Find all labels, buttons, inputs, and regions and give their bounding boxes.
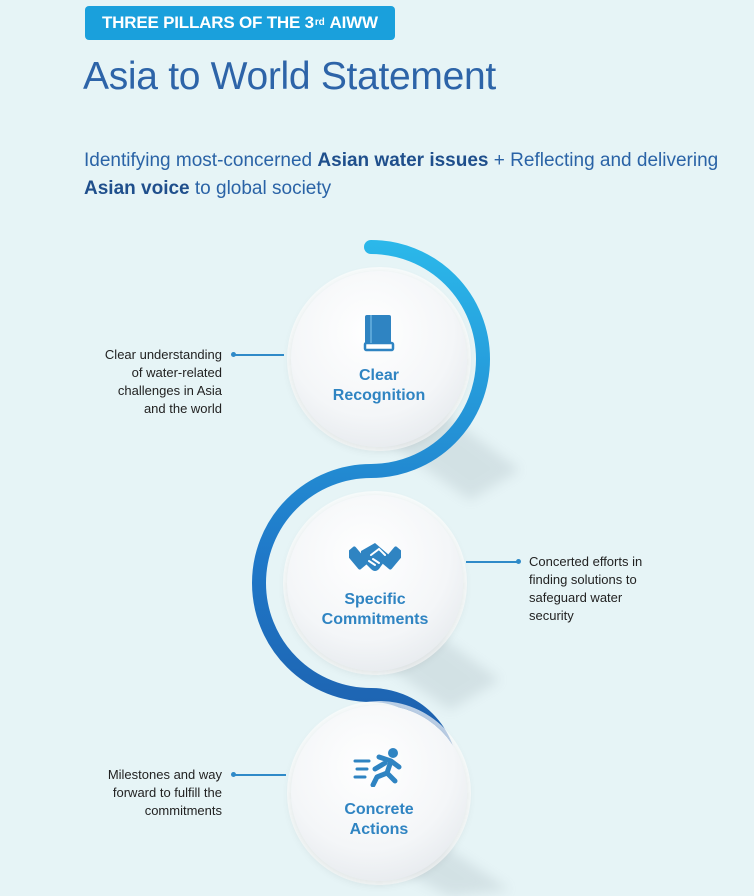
subtitle-part3: to global society (189, 178, 332, 199)
pillar-label-line1: Concrete (344, 800, 414, 818)
connector-line (234, 774, 286, 776)
pillar-concrete-actions (291, 705, 467, 881)
note-line: Clear understanding (104, 347, 222, 362)
subtitle-part2: + Reflecting and delivering (488, 150, 719, 171)
note-line: and the world (143, 401, 222, 416)
pillar-label-line1: Clear (358, 366, 400, 384)
note-clear-recognition (105, 346, 222, 418)
connector-dot (516, 559, 521, 564)
page-title: Asia to World Statement (83, 55, 496, 98)
pillar-label-line2: Recognition (332, 386, 426, 404)
handshake-icon (349, 537, 401, 582)
subtitle-bold2: Asian voice (84, 178, 190, 199)
badge-text-end: AIWW (329, 13, 378, 32)
book-icon (362, 313, 396, 358)
subtitle-part1: Identifying most-concerned (84, 150, 318, 171)
note-specific-commitments (529, 553, 642, 625)
pillar-label-line2: Actions (349, 820, 409, 838)
pillar-specific-commitments (287, 495, 463, 671)
note-line: safeguard water (529, 590, 623, 605)
connector-line (466, 561, 518, 563)
subtitle-bold1: Asian water issues (317, 150, 489, 171)
pillar-label-line2: Commitments (321, 610, 429, 628)
note-line: Concerted efforts in (529, 554, 643, 569)
connector-line (234, 354, 284, 356)
note-line: forward to fulfill the (112, 785, 222, 800)
runner-icon (353, 747, 405, 792)
pillar-clear-recognition (291, 271, 467, 447)
badge-text: THREE PILLARS OF THE 3 (102, 13, 314, 32)
note-line: security (529, 608, 574, 623)
pillar-label-line1: Specific (344, 590, 406, 608)
note-line: finding solutions to (529, 572, 637, 587)
note-line: commitments (144, 803, 222, 818)
note-line: challenges in Asia (117, 383, 222, 398)
note-line: of water-related (131, 365, 222, 380)
note-concrete-actions (108, 766, 222, 820)
note-line: Milestones and way (107, 767, 222, 782)
badge-superscript: rd (314, 16, 325, 28)
